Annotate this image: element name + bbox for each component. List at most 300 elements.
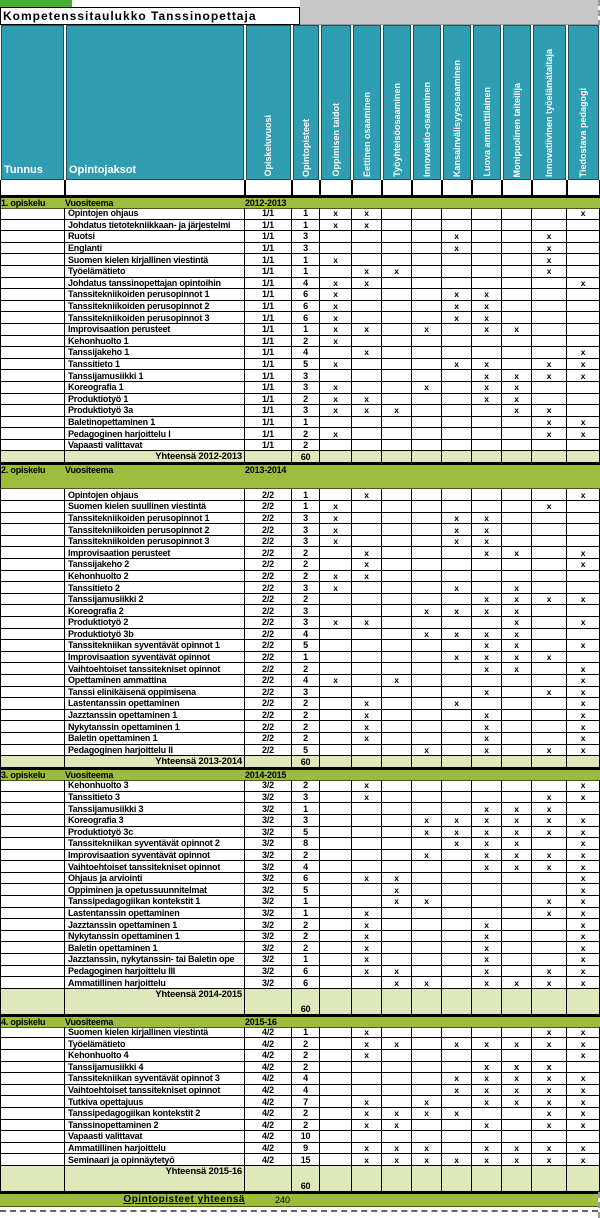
- competence-mark-cell[interactable]: [442, 1143, 472, 1155]
- column-header-competence-7[interactable]: Monipuolinen taiteilija: [503, 25, 531, 180]
- credits-cell[interactable]: 2: [292, 710, 320, 722]
- study-year-cell[interactable]: 3/2: [245, 792, 292, 804]
- competence-mark-cell[interactable]: [320, 792, 352, 804]
- competence-mark-cell[interactable]: [382, 908, 412, 920]
- competence-mark-cell[interactable]: [472, 559, 502, 571]
- competence-mark-cell[interactable]: x: [472, 370, 502, 382]
- competence-mark-cell[interactable]: [382, 1027, 412, 1039]
- section-total-row[interactable]: [0, 1166, 600, 1192]
- competence-mark-cell[interactable]: [412, 220, 442, 232]
- tunnus-cell[interactable]: [0, 594, 65, 606]
- competence-mark-cell[interactable]: x: [352, 220, 382, 232]
- tunnus-cell[interactable]: [0, 803, 65, 815]
- competence-mark-cell[interactable]: [382, 278, 412, 290]
- competence-mark-cell[interactable]: [382, 803, 412, 815]
- competence-mark-cell[interactable]: [352, 1131, 382, 1143]
- competence-mark-cell[interactable]: x: [532, 266, 567, 278]
- tunnus-cell[interactable]: [0, 698, 65, 710]
- section-total-label[interactable]: Yhteensä 2013-2014: [65, 756, 245, 768]
- competence-mark-cell[interactable]: [442, 896, 472, 908]
- competence-mark-cell[interactable]: [412, 417, 442, 429]
- competence-mark-cell[interactable]: [472, 989, 502, 1015]
- credits-cell[interactable]: 1: [292, 652, 320, 664]
- competence-mark-cell[interactable]: [412, 663, 442, 675]
- credits-cell[interactable]: 2: [292, 1120, 320, 1132]
- competence-mark-cell[interactable]: x: [567, 1154, 600, 1166]
- competence-mark-cell[interactable]: [412, 347, 442, 359]
- section-theme[interactable]: Vuositeema: [65, 770, 245, 781]
- competence-mark-cell[interactable]: x: [352, 324, 382, 336]
- competence-mark-cell[interactable]: x: [567, 721, 600, 733]
- credits-cell[interactable]: 1: [292, 220, 320, 232]
- competence-mark-cell[interactable]: x: [502, 405, 532, 417]
- competence-mark-cell[interactable]: [412, 640, 442, 652]
- competence-mark-cell[interactable]: [442, 382, 472, 394]
- competence-mark-cell[interactable]: x: [567, 278, 600, 290]
- competence-mark-cell[interactable]: [352, 428, 382, 440]
- competence-mark-cell[interactable]: [502, 1027, 532, 1039]
- competence-mark-cell[interactable]: [352, 605, 382, 617]
- competence-mark-cell[interactable]: x: [352, 1038, 382, 1050]
- competence-mark-cell[interactable]: [382, 312, 412, 324]
- course-name-cell[interactable]: Jazztanssin, nykytanssin- tai Baletin ope: [65, 954, 245, 966]
- competence-mark-cell[interactable]: [382, 301, 412, 313]
- competence-mark-cell[interactable]: [502, 289, 532, 301]
- competence-mark-cell[interactable]: [320, 1027, 352, 1039]
- competence-mark-cell[interactable]: [412, 1073, 442, 1085]
- tunnus-cell[interactable]: [0, 663, 65, 675]
- tunnus-cell[interactable]: [0, 931, 65, 943]
- competence-mark-cell[interactable]: [567, 605, 600, 617]
- study-year-cell[interactable]: 4/2: [245, 1073, 292, 1085]
- credits-cell[interactable]: 6: [292, 312, 320, 324]
- competence-mark-cell[interactable]: x: [472, 919, 502, 931]
- competence-mark-cell[interactable]: [412, 1062, 442, 1074]
- credits-cell[interactable]: 4: [292, 675, 320, 687]
- study-year-cell[interactable]: 1/1: [245, 208, 292, 220]
- tunnus-cell[interactable]: [0, 954, 65, 966]
- competence-mark-cell[interactable]: x: [412, 605, 442, 617]
- tunnus-cell[interactable]: [0, 1062, 65, 1074]
- competence-mark-cell[interactable]: x: [502, 850, 532, 862]
- tunnus-cell[interactable]: [0, 312, 65, 324]
- credits-cell[interactable]: 3: [292, 617, 320, 629]
- section-year-range[interactable]: 2012-2013: [245, 198, 292, 209]
- competence-mark-cell[interactable]: [412, 1085, 442, 1097]
- competence-mark-cell[interactable]: x: [532, 370, 567, 382]
- competence-mark-cell[interactable]: [412, 513, 442, 525]
- course-name-cell[interactable]: Tanssitekniikoiden perusopinnot 2: [65, 524, 245, 536]
- competence-mark-cell[interactable]: x: [502, 640, 532, 652]
- study-year-cell[interactable]: 4/2: [245, 1154, 292, 1166]
- competence-mark-cell[interactable]: [320, 838, 352, 850]
- competence-mark-cell[interactable]: x: [502, 605, 532, 617]
- competence-mark-cell[interactable]: x: [567, 780, 600, 792]
- course-name-cell[interactable]: Tanssitekniikoiden perusopinnot 3: [65, 536, 245, 548]
- competence-mark-cell[interactable]: [442, 931, 472, 943]
- competence-mark-cell[interactable]: [352, 838, 382, 850]
- competence-mark-cell[interactable]: [382, 324, 412, 336]
- competence-mark-cell[interactable]: [412, 501, 442, 513]
- course-name-cell[interactable]: Improvisaation syventävät opinnot: [65, 652, 245, 664]
- competence-mark-cell[interactable]: x: [567, 559, 600, 571]
- competence-mark-cell[interactable]: [567, 1062, 600, 1074]
- competence-mark-cell[interactable]: [412, 428, 442, 440]
- competence-mark-cell[interactable]: x: [472, 1120, 502, 1132]
- empty-cell[interactable]: [472, 180, 502, 196]
- competence-mark-cell[interactable]: x: [567, 838, 600, 850]
- competence-mark-cell[interactable]: x: [352, 571, 382, 583]
- credits-cell[interactable]: 1: [292, 489, 320, 501]
- study-year-cell[interactable]: 2/2: [245, 559, 292, 571]
- tunnus-cell[interactable]: [0, 451, 65, 463]
- competence-mark-cell[interactable]: x: [412, 1096, 442, 1108]
- competence-mark-cell[interactable]: [502, 792, 532, 804]
- competence-mark-cell[interactable]: x: [532, 231, 567, 243]
- competence-mark-cell[interactable]: [502, 417, 532, 429]
- competence-mark-cell[interactable]: [442, 278, 472, 290]
- competence-mark-cell[interactable]: [412, 721, 442, 733]
- competence-mark-cell[interactable]: x: [502, 1085, 532, 1097]
- competence-mark-cell[interactable]: [502, 559, 532, 571]
- competence-mark-cell[interactable]: x: [442, 827, 472, 839]
- empty-cell[interactable]: [502, 180, 532, 196]
- competence-mark-cell[interactable]: [412, 617, 442, 629]
- competence-mark-cell[interactable]: x: [532, 652, 567, 664]
- credits-cell[interactable]: 6: [292, 301, 320, 313]
- course-name-cell[interactable]: Pedagoginen harjoittelu II: [65, 745, 245, 757]
- course-name-cell[interactable]: Produktiotyö 2: [65, 617, 245, 629]
- competence-mark-cell[interactable]: [502, 780, 532, 792]
- competence-mark-cell[interactable]: [352, 231, 382, 243]
- competence-mark-cell[interactable]: x: [382, 405, 412, 417]
- competence-mark-cell[interactable]: x: [567, 417, 600, 429]
- competence-mark-cell[interactable]: x: [320, 536, 352, 548]
- competence-mark-cell[interactable]: [382, 536, 412, 548]
- competence-mark-cell[interactable]: [442, 208, 472, 220]
- course-name-cell[interactable]: Nykytanssin opettaminen 1: [65, 931, 245, 943]
- study-year-cell[interactable]: 2/2: [245, 489, 292, 501]
- competence-mark-cell[interactable]: x: [532, 1120, 567, 1132]
- tunnus-cell[interactable]: [0, 687, 65, 699]
- sheet-tab[interactable]: [0, 0, 72, 7]
- competence-mark-cell[interactable]: x: [352, 873, 382, 885]
- competence-mark-cell[interactable]: x: [567, 617, 600, 629]
- competence-mark-cell[interactable]: [352, 815, 382, 827]
- competence-mark-cell[interactable]: [532, 989, 567, 1015]
- competence-mark-cell[interactable]: x: [442, 1073, 472, 1085]
- course-name-cell[interactable]: Jazztanssin opettaminen 1: [65, 710, 245, 722]
- empty-cell[interactable]: [0, 180, 65, 196]
- competence-mark-cell[interactable]: [382, 594, 412, 606]
- competence-mark-cell[interactable]: x: [532, 745, 567, 757]
- competence-mark-cell[interactable]: [382, 721, 412, 733]
- competence-mark-cell[interactable]: x: [352, 1096, 382, 1108]
- competence-mark-cell[interactable]: [382, 733, 412, 745]
- competence-mark-cell[interactable]: x: [352, 954, 382, 966]
- competence-mark-cell[interactable]: [320, 440, 352, 452]
- credits-cell[interactable]: 5: [292, 359, 320, 371]
- study-year-cell[interactable]: 3/2: [245, 896, 292, 908]
- competence-mark-cell[interactable]: [412, 254, 442, 266]
- competence-mark-cell[interactable]: x: [352, 919, 382, 931]
- course-name-cell[interactable]: Tanssijamusiikki 4: [65, 1062, 245, 1074]
- credits-cell[interactable]: 1: [292, 803, 320, 815]
- credits-cell[interactable]: 6: [292, 977, 320, 989]
- tunnus-cell[interactable]: [0, 721, 65, 733]
- competence-mark-cell[interactable]: x: [472, 1062, 502, 1074]
- credits-cell[interactable]: 1: [292, 954, 320, 966]
- competence-mark-cell[interactable]: [442, 989, 472, 1015]
- course-name-cell[interactable]: Johdatus tietotekniikkaan- ja järjestelmi: [65, 220, 245, 232]
- competence-mark-cell[interactable]: x: [532, 501, 567, 513]
- competence-mark-cell[interactable]: x: [532, 405, 567, 417]
- competence-mark-cell[interactable]: x: [472, 861, 502, 873]
- competence-mark-cell[interactable]: x: [532, 861, 567, 873]
- credits-cell[interactable]: 3: [292, 582, 320, 594]
- competence-mark-cell[interactable]: [320, 884, 352, 896]
- competence-mark-cell[interactable]: [532, 440, 567, 452]
- competence-mark-cell[interactable]: [412, 301, 442, 313]
- competence-mark-cell[interactable]: [412, 559, 442, 571]
- credits-cell[interactable]: 1: [292, 417, 320, 429]
- competence-mark-cell[interactable]: [382, 524, 412, 536]
- competence-mark-cell[interactable]: [382, 989, 412, 1015]
- competence-mark-cell[interactable]: [320, 1108, 352, 1120]
- empty-cell[interactable]: [245, 180, 292, 196]
- competence-mark-cell[interactable]: x: [567, 675, 600, 687]
- competence-mark-cell[interactable]: [502, 266, 532, 278]
- competence-mark-cell[interactable]: x: [532, 428, 567, 440]
- competence-mark-cell[interactable]: [382, 394, 412, 406]
- section-year-range[interactable]: 2015-16: [245, 1017, 292, 1028]
- competence-mark-cell[interactable]: [567, 336, 600, 348]
- tunnus-cell[interactable]: [0, 547, 65, 559]
- course-name-cell[interactable]: Lastentanssin opettaminen: [65, 908, 245, 920]
- study-year-cell[interactable]: 2/2: [245, 617, 292, 629]
- section-theme[interactable]: Vuositeema: [65, 1017, 245, 1028]
- study-year-cell[interactable]: 2/2: [245, 582, 292, 594]
- competence-mark-cell[interactable]: [382, 451, 412, 463]
- study-year-cell[interactable]: 2/2: [245, 721, 292, 733]
- credits-cell[interactable]: 1: [292, 266, 320, 278]
- tunnus-cell[interactable]: [0, 536, 65, 548]
- column-header-opintojaksot[interactable]: Opintojaksot: [66, 25, 244, 180]
- course-name-cell[interactable]: Vaihtoehtoiset tanssitekniset opinnot: [65, 861, 245, 873]
- competence-mark-cell[interactable]: [352, 594, 382, 606]
- competence-mark-cell[interactable]: [382, 220, 412, 232]
- competence-mark-cell[interactable]: [320, 1143, 352, 1155]
- competence-mark-cell[interactable]: [412, 803, 442, 815]
- study-year-cell[interactable]: 3/2: [245, 780, 292, 792]
- study-year-cell[interactable]: 1/1: [245, 266, 292, 278]
- competence-mark-cell[interactable]: [442, 1120, 472, 1132]
- study-year-cell[interactable]: 2/2: [245, 501, 292, 513]
- column-header-competence-9[interactable]: Tiedostava pedagogi: [568, 25, 599, 180]
- study-year-cell[interactable]: 3/2: [245, 815, 292, 827]
- competence-mark-cell[interactable]: [442, 884, 472, 896]
- competence-mark-cell[interactable]: x: [382, 873, 412, 885]
- competence-mark-cell[interactable]: [352, 1073, 382, 1085]
- competence-mark-cell[interactable]: [412, 675, 442, 687]
- course-name-cell[interactable]: Tutkiva opettajuus: [65, 1096, 245, 1108]
- study-year-cell[interactable]: 2/2: [245, 663, 292, 675]
- competence-mark-cell[interactable]: [502, 254, 532, 266]
- study-year-cell[interactable]: 2/2: [245, 745, 292, 757]
- competence-mark-cell[interactable]: [442, 417, 472, 429]
- competence-mark-cell[interactable]: x: [472, 942, 502, 954]
- study-year-cell[interactable]: 2/2: [245, 594, 292, 606]
- competence-mark-cell[interactable]: x: [320, 278, 352, 290]
- section-header-1[interactable]: [0, 196, 600, 208]
- competence-mark-cell[interactable]: x: [532, 1062, 567, 1074]
- competence-mark-cell[interactable]: [567, 231, 600, 243]
- course-name-cell[interactable]: Nykytanssin opettaminen 1: [65, 721, 245, 733]
- competence-mark-cell[interactable]: x: [567, 1027, 600, 1039]
- competence-mark-cell[interactable]: [320, 231, 352, 243]
- credits-cell[interactable]: 2: [292, 733, 320, 745]
- competence-mark-cell[interactable]: x: [567, 347, 600, 359]
- competence-mark-cell[interactable]: [502, 501, 532, 513]
- competence-mark-cell[interactable]: [320, 1166, 352, 1192]
- competence-mark-cell[interactable]: [502, 1166, 532, 1192]
- competence-mark-cell[interactable]: [567, 394, 600, 406]
- credits-cell[interactable]: 3: [292, 405, 320, 417]
- competence-mark-cell[interactable]: [567, 324, 600, 336]
- competence-mark-cell[interactable]: [532, 1166, 567, 1192]
- competence-mark-cell[interactable]: [472, 571, 502, 583]
- competence-mark-cell[interactable]: x: [472, 954, 502, 966]
- tunnus-cell[interactable]: [0, 347, 65, 359]
- competence-mark-cell[interactable]: [442, 336, 472, 348]
- competence-mark-cell[interactable]: [412, 312, 442, 324]
- competence-mark-cell[interactable]: [442, 547, 472, 559]
- course-name-cell[interactable]: Kehonhuolto 1: [65, 336, 245, 348]
- competence-mark-cell[interactable]: [352, 896, 382, 908]
- competence-mark-cell[interactable]: [382, 919, 412, 931]
- competence-mark-cell[interactable]: [472, 675, 502, 687]
- competence-mark-cell[interactable]: [320, 1073, 352, 1085]
- competence-mark-cell[interactable]: [382, 1050, 412, 1062]
- competence-mark-cell[interactable]: [502, 513, 532, 525]
- competence-mark-cell[interactable]: [502, 336, 532, 348]
- competence-mark-cell[interactable]: x: [382, 1154, 412, 1166]
- study-year-cell[interactable]: 4/2: [245, 1085, 292, 1097]
- competence-mark-cell[interactable]: [382, 640, 412, 652]
- competence-mark-cell[interactable]: x: [442, 582, 472, 594]
- tunnus-cell[interactable]: [0, 370, 65, 382]
- tunnus-cell[interactable]: [0, 266, 65, 278]
- competence-mark-cell[interactable]: x: [567, 428, 600, 440]
- competence-mark-cell[interactable]: [532, 756, 567, 768]
- section-header-cell[interactable]: [320, 465, 352, 489]
- competence-mark-cell[interactable]: [412, 792, 442, 804]
- competence-mark-cell[interactable]: [412, 908, 442, 920]
- tunnus-cell[interactable]: [0, 675, 65, 687]
- competence-mark-cell[interactable]: [442, 966, 472, 978]
- competence-mark-cell[interactable]: x: [567, 640, 600, 652]
- competence-mark-cell[interactable]: [320, 1062, 352, 1074]
- competence-mark-cell[interactable]: x: [502, 617, 532, 629]
- competence-mark-cell[interactable]: x: [472, 547, 502, 559]
- study-year-cell[interactable]: 1/1: [245, 220, 292, 232]
- competence-mark-cell[interactable]: [442, 780, 472, 792]
- competence-mark-cell[interactable]: x: [567, 1108, 600, 1120]
- study-year-cell[interactable]: 1/1: [245, 417, 292, 429]
- competence-mark-cell[interactable]: x: [352, 617, 382, 629]
- section-year-range[interactable]: 2014-2015: [245, 770, 292, 781]
- study-year-cell[interactable]: 3/2: [245, 838, 292, 850]
- section-theme[interactable]: Vuositeema: [65, 465, 245, 489]
- competence-mark-cell[interactable]: [412, 524, 442, 536]
- competence-mark-cell[interactable]: x: [352, 489, 382, 501]
- competence-mark-cell[interactable]: [442, 428, 472, 440]
- competence-mark-cell[interactable]: [532, 220, 567, 232]
- competence-mark-cell[interactable]: x: [442, 652, 472, 664]
- competence-mark-cell[interactable]: [320, 1154, 352, 1166]
- study-year-cell[interactable]: 2/2: [245, 652, 292, 664]
- competence-mark-cell[interactable]: [412, 370, 442, 382]
- study-year-cell[interactable]: 1/1: [245, 394, 292, 406]
- study-year-cell[interactable]: 3/2: [245, 803, 292, 815]
- tunnus-cell[interactable]: [0, 1108, 65, 1120]
- competence-mark-cell[interactable]: [442, 594, 472, 606]
- competence-mark-cell[interactable]: [502, 359, 532, 371]
- competence-mark-cell[interactable]: x: [532, 1085, 567, 1097]
- tunnus-cell[interactable]: [0, 605, 65, 617]
- competence-mark-cell[interactable]: [532, 954, 567, 966]
- empty-cell[interactable]: [352, 180, 382, 196]
- competence-mark-cell[interactable]: x: [472, 629, 502, 641]
- competence-mark-cell[interactable]: [412, 405, 442, 417]
- course-name-cell[interactable]: Improvisaation perusteet: [65, 324, 245, 336]
- course-name-cell[interactable]: Johdatus tanssinopettajan opintoihin: [65, 278, 245, 290]
- competence-mark-cell[interactable]: [352, 359, 382, 371]
- study-year-cell[interactable]: 4/2: [245, 1131, 292, 1143]
- competence-mark-cell[interactable]: [502, 698, 532, 710]
- competence-mark-cell[interactable]: x: [567, 884, 600, 896]
- competence-mark-cell[interactable]: x: [567, 710, 600, 722]
- competence-mark-cell[interactable]: [442, 1062, 472, 1074]
- competence-mark-cell[interactable]: x: [567, 954, 600, 966]
- credits-cell[interactable]: 5: [292, 884, 320, 896]
- competence-mark-cell[interactable]: [320, 954, 352, 966]
- competence-mark-cell[interactable]: x: [472, 838, 502, 850]
- competence-mark-cell[interactable]: x: [472, 605, 502, 617]
- competence-mark-cell[interactable]: [532, 780, 567, 792]
- tunnus-cell[interactable]: [0, 1085, 65, 1097]
- competence-mark-cell[interactable]: x: [502, 977, 532, 989]
- competence-mark-cell[interactable]: [502, 243, 532, 255]
- competence-mark-cell[interactable]: [532, 347, 567, 359]
- competence-mark-cell[interactable]: [442, 405, 472, 417]
- competence-mark-cell[interactable]: x: [532, 815, 567, 827]
- competence-mark-cell[interactable]: [532, 884, 567, 896]
- competence-mark-cell[interactable]: [472, 873, 502, 885]
- competence-mark-cell[interactable]: [567, 254, 600, 266]
- competence-mark-cell[interactable]: [320, 989, 352, 1015]
- competence-mark-cell[interactable]: [532, 605, 567, 617]
- competence-mark-cell[interactable]: [320, 1131, 352, 1143]
- competence-mark-cell[interactable]: [442, 1050, 472, 1062]
- competence-mark-cell[interactable]: x: [502, 594, 532, 606]
- competence-mark-cell[interactable]: [320, 547, 352, 559]
- credits-cell[interactable]: 2: [292, 931, 320, 943]
- competence-mark-cell[interactable]: [382, 417, 412, 429]
- competence-mark-cell[interactable]: [320, 861, 352, 873]
- course-name-cell[interactable]: Produktiotyö 3a: [65, 405, 245, 417]
- section-header-cell[interactable]: [442, 465, 472, 489]
